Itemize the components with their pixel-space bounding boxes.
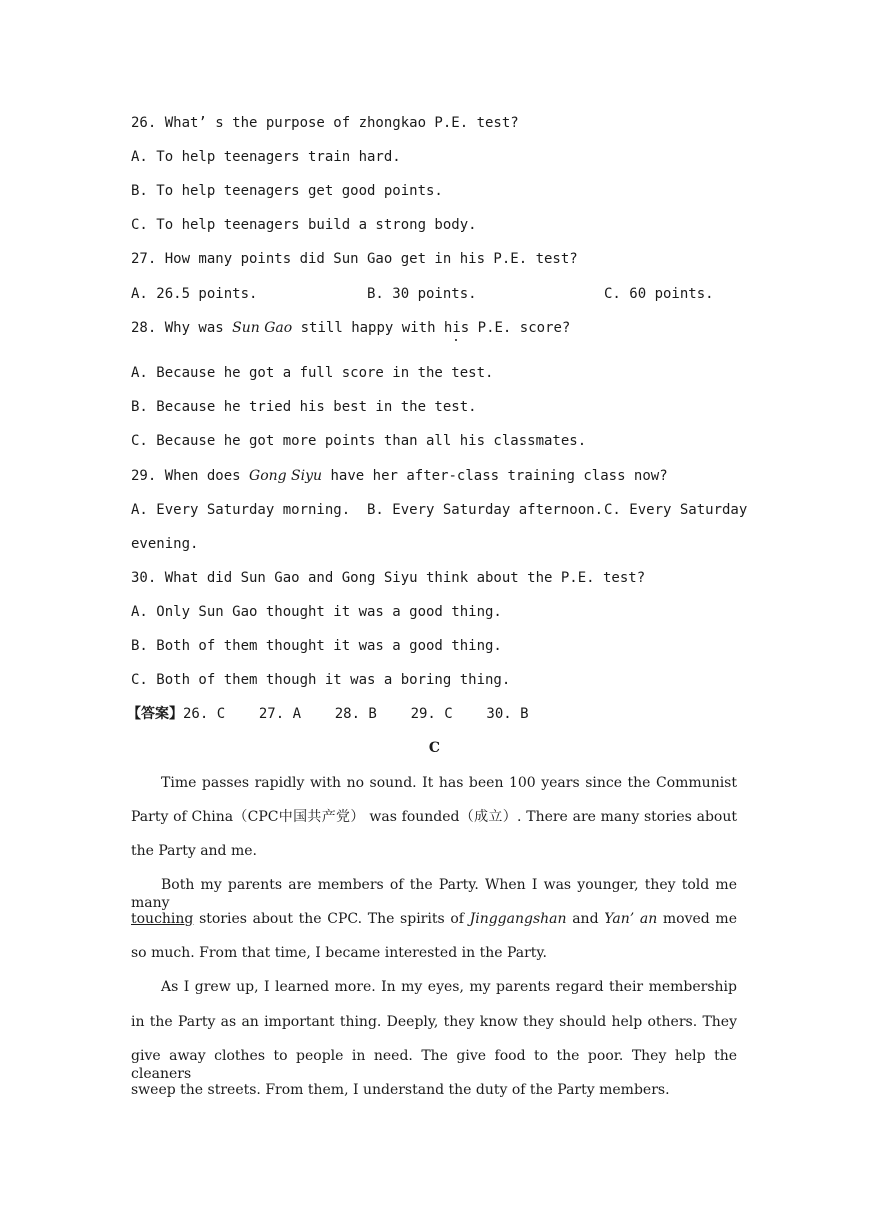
answer-label: 【答案】 bbox=[127, 706, 183, 722]
answer-key bbox=[127, 705, 733, 723]
passage-p3-line-4: sweep the streets. From them, I understand the duty of the Party members. bbox=[131, 1082, 670, 1098]
question-29-stem-pre: 29. When does bbox=[131, 468, 250, 484]
question-28-stem-name: Sun Gao bbox=[232, 320, 293, 336]
question-29-stem bbox=[131, 467, 737, 485]
question-27-option-b: B. 30 points. bbox=[367, 286, 477, 302]
stray-dot-mark bbox=[455, 339, 457, 341]
question-28-option-c: C. Because he got more points than all his classmates. bbox=[131, 433, 587, 449]
question-29-option-c-continued: evening. bbox=[131, 536, 199, 552]
question-27-option-a: A. 26.5 points. bbox=[131, 286, 258, 302]
question-26-option-b: B. To help teenagers get good points. bbox=[131, 183, 443, 199]
question-27-option-c: C. 60 points. bbox=[604, 286, 714, 302]
question-30-option-b: B. Both of them thought it was a good thing. bbox=[131, 638, 502, 654]
passage-p2-line-2-a: stories about the CPC. The spirits of bbox=[193, 911, 470, 927]
passage-p2-line-1: Both my parents are members of the Party. When I was younger, they told me many bbox=[131, 877, 737, 911]
question-28-stem-pre: 28. Why was bbox=[131, 320, 233, 336]
passage-p2-line-2-c: moved me bbox=[657, 911, 737, 927]
place-name-jinggangshan: Jinggangshan bbox=[469, 911, 567, 927]
passage-p1-line-3: the Party and me. bbox=[131, 843, 257, 859]
passage-p2-line-3: so much. From that time, I became interested in the Party. bbox=[131, 945, 547, 961]
question-28-stem-post: still happy with his P.E. score? bbox=[292, 320, 571, 336]
question-29-stem-post: have her after-class training class now? bbox=[322, 468, 668, 484]
question-30-stem: 30. What did Sun Gao and Gong Siyu think about the P.E. test? bbox=[131, 570, 646, 586]
place-name-yanan: Yan’ an bbox=[604, 911, 658, 927]
question-26-stem: 26. What’ s the purpose of zhongkao P.E. test? bbox=[131, 115, 519, 131]
question-28-option-a: A. Because he got a full score in the test. bbox=[131, 365, 494, 381]
passage-p2-line-2 bbox=[131, 910, 737, 928]
question-27-stem: 27. How many points did Sun Gao get in his P.E. test? bbox=[131, 251, 578, 267]
passage-p3-line-1: As I grew up, I learned more. In my eyes, my parents regard their membership bbox=[161, 979, 737, 995]
question-30-option-c: C. Both of them though it was a boring thing. bbox=[131, 672, 511, 688]
question-30-option-a: A. Only Sun Gao thought it was a good thing. bbox=[131, 604, 502, 620]
question-26-option-c: C. To help teenagers build a strong body. bbox=[131, 217, 477, 233]
passage-p1-line-2: Party of China（CPC中国共产党） was founded（成立）. There are many stories about bbox=[131, 809, 737, 825]
passage-p3-line-3: give away clothes to people in need. The give food to the poor. They help the cleaners bbox=[131, 1048, 737, 1082]
section-title: C bbox=[428, 740, 441, 756]
passage-p2-line-2-b: and bbox=[566, 911, 605, 927]
question-29-option-a: A. Every Saturday morning. bbox=[131, 502, 351, 518]
passage-p3-line-2: in the Party as an important thing. Deeply, they know they should help others. They bbox=[131, 1014, 737, 1030]
answer-values: 26. C 27. A 28. B 29. C 30. B bbox=[183, 706, 529, 722]
question-26-option-a: A. To help teenagers train hard. bbox=[131, 149, 401, 165]
passage-p1-line-1: Time passes rapidly with no sound. It has been 100 years since the Communist bbox=[161, 775, 737, 791]
question-29-option-c: C. Every Saturday bbox=[604, 502, 748, 518]
question-29-stem-name: Gong Siyu bbox=[249, 468, 323, 484]
question-28-option-b: B. Because he tried his best in the test. bbox=[131, 399, 477, 415]
question-29-option-b: B. Every Saturday afternoon. bbox=[367, 502, 604, 518]
underlined-word: touching bbox=[131, 911, 194, 927]
question-28-stem bbox=[131, 319, 737, 337]
